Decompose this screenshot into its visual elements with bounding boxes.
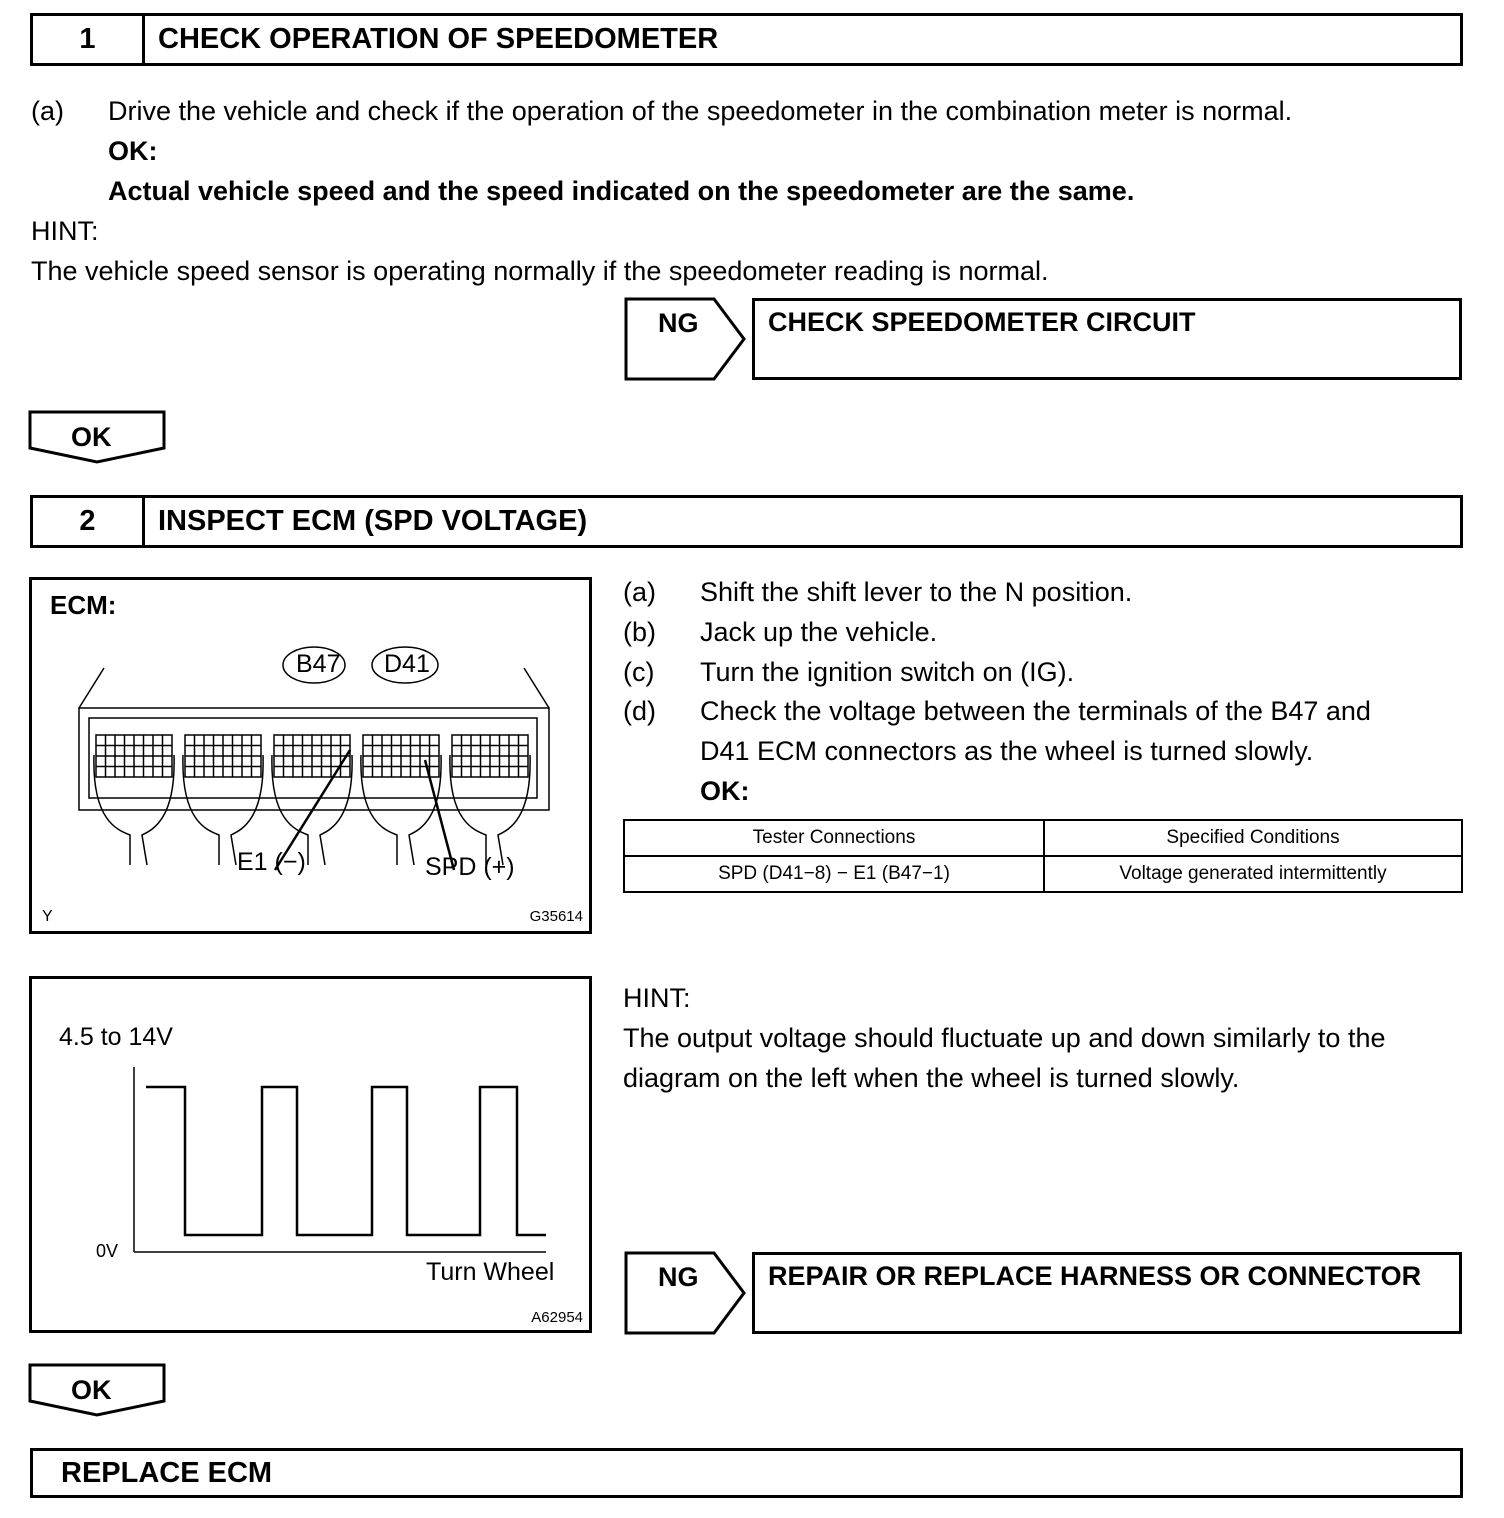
final-action-box — [30, 1448, 1463, 1498]
high-voltage-label: 4.5 to 14V — [59, 1023, 173, 1051]
step-2-header — [30, 495, 1463, 548]
step-text: Shift the shift lever to the N position. — [700, 577, 1133, 607]
figure-title: ECM: — [50, 590, 117, 620]
ng-result-text: REPAIR OR REPLACE HARNESS OR CONNECTOR — [768, 1261, 1422, 1291]
hint-text: The vehicle speed sensor is operating normally if the speedometer reading is normal. — [31, 256, 1049, 286]
ng-label: NG — [658, 308, 699, 338]
hint-text: The output voltage should fluctuate up and down similarly to the — [623, 1023, 1386, 1053]
figure-corner-mark: Y — [42, 908, 53, 925]
ng-result-text: CHECK SPEEDOMETER CIRCUIT — [768, 307, 1196, 337]
ok-arrow-label: OK — [71, 422, 112, 452]
step-title: CHECK OPERATION OF SPEEDOMETER — [158, 23, 719, 55]
connector-label-d41: D41 — [384, 650, 430, 678]
step-number: 1 — [33, 16, 145, 63]
hint-label: HINT: — [31, 216, 99, 246]
step-text: Check the voltage between the terminals of the B47 and — [700, 696, 1371, 726]
spec-table — [623, 819, 1463, 893]
terminal-label-e1: E1 (−) — [237, 848, 306, 876]
x-axis-label: Turn Wheel — [426, 1258, 555, 1286]
table-cell: Voltage generated intermittently — [1044, 856, 1462, 892]
step-label: (b) — [623, 617, 656, 647]
table-header: Specified Conditions — [1044, 820, 1462, 856]
step-text: Turn the ignition switch on (IG). — [700, 657, 1075, 687]
table-cell: SPD (D41−8) − E1 (B47−1) — [624, 856, 1044, 892]
ng-result-box[interactable] — [752, 298, 1462, 380]
item-label: (a) — [31, 96, 64, 126]
step-label: (d) — [623, 696, 656, 726]
connector-label-b47: B47 — [296, 650, 341, 678]
figure-code: G35614 — [529, 908, 583, 925]
voltage-waveform-figure — [29, 976, 592, 1333]
step-text: Jack up the vehicle. — [700, 617, 938, 647]
hint-text: diagram on the left when the wheel is turned slowly. — [623, 1063, 1240, 1093]
zero-voltage-label: 0V — [96, 1241, 119, 1261]
ng-result-box[interactable] — [752, 1252, 1462, 1334]
hint-label: HINT: — [623, 983, 691, 1013]
final-action-title: REPLACE ECM — [61, 1457, 273, 1489]
table-row — [624, 856, 1462, 892]
step-number: 2 — [33, 498, 145, 545]
ok-label: OK: — [700, 776, 750, 806]
figure-code: A62954 — [531, 1309, 583, 1326]
step-1-header — [30, 13, 1463, 66]
table-header: Tester Connections — [624, 820, 1044, 856]
step-label: (a) — [623, 577, 656, 607]
ok-arrow-label: OK — [71, 1375, 112, 1405]
step-text: D41 ECM connectors as the wheel is turned slowly. — [700, 736, 1314, 766]
ok-label: OK: — [108, 136, 158, 166]
table-header-row — [624, 820, 1462, 856]
ng-label: NG — [658, 1262, 699, 1292]
square-wave — [146, 1087, 546, 1235]
ecm-connector-figure — [29, 577, 592, 934]
item-text: Drive the vehicle and check if the operation of the speedometer in the combination meter is normal. — [108, 96, 1293, 126]
ok-criteria: Actual vehicle speed and the speed indicated on the speedometer are the same. — [108, 176, 1135, 206]
step-label: (c) — [623, 657, 655, 687]
step-title: INSPECT ECM (SPD VOLTAGE) — [158, 505, 588, 537]
terminal-label-spd: SPD (+) — [425, 853, 515, 881]
